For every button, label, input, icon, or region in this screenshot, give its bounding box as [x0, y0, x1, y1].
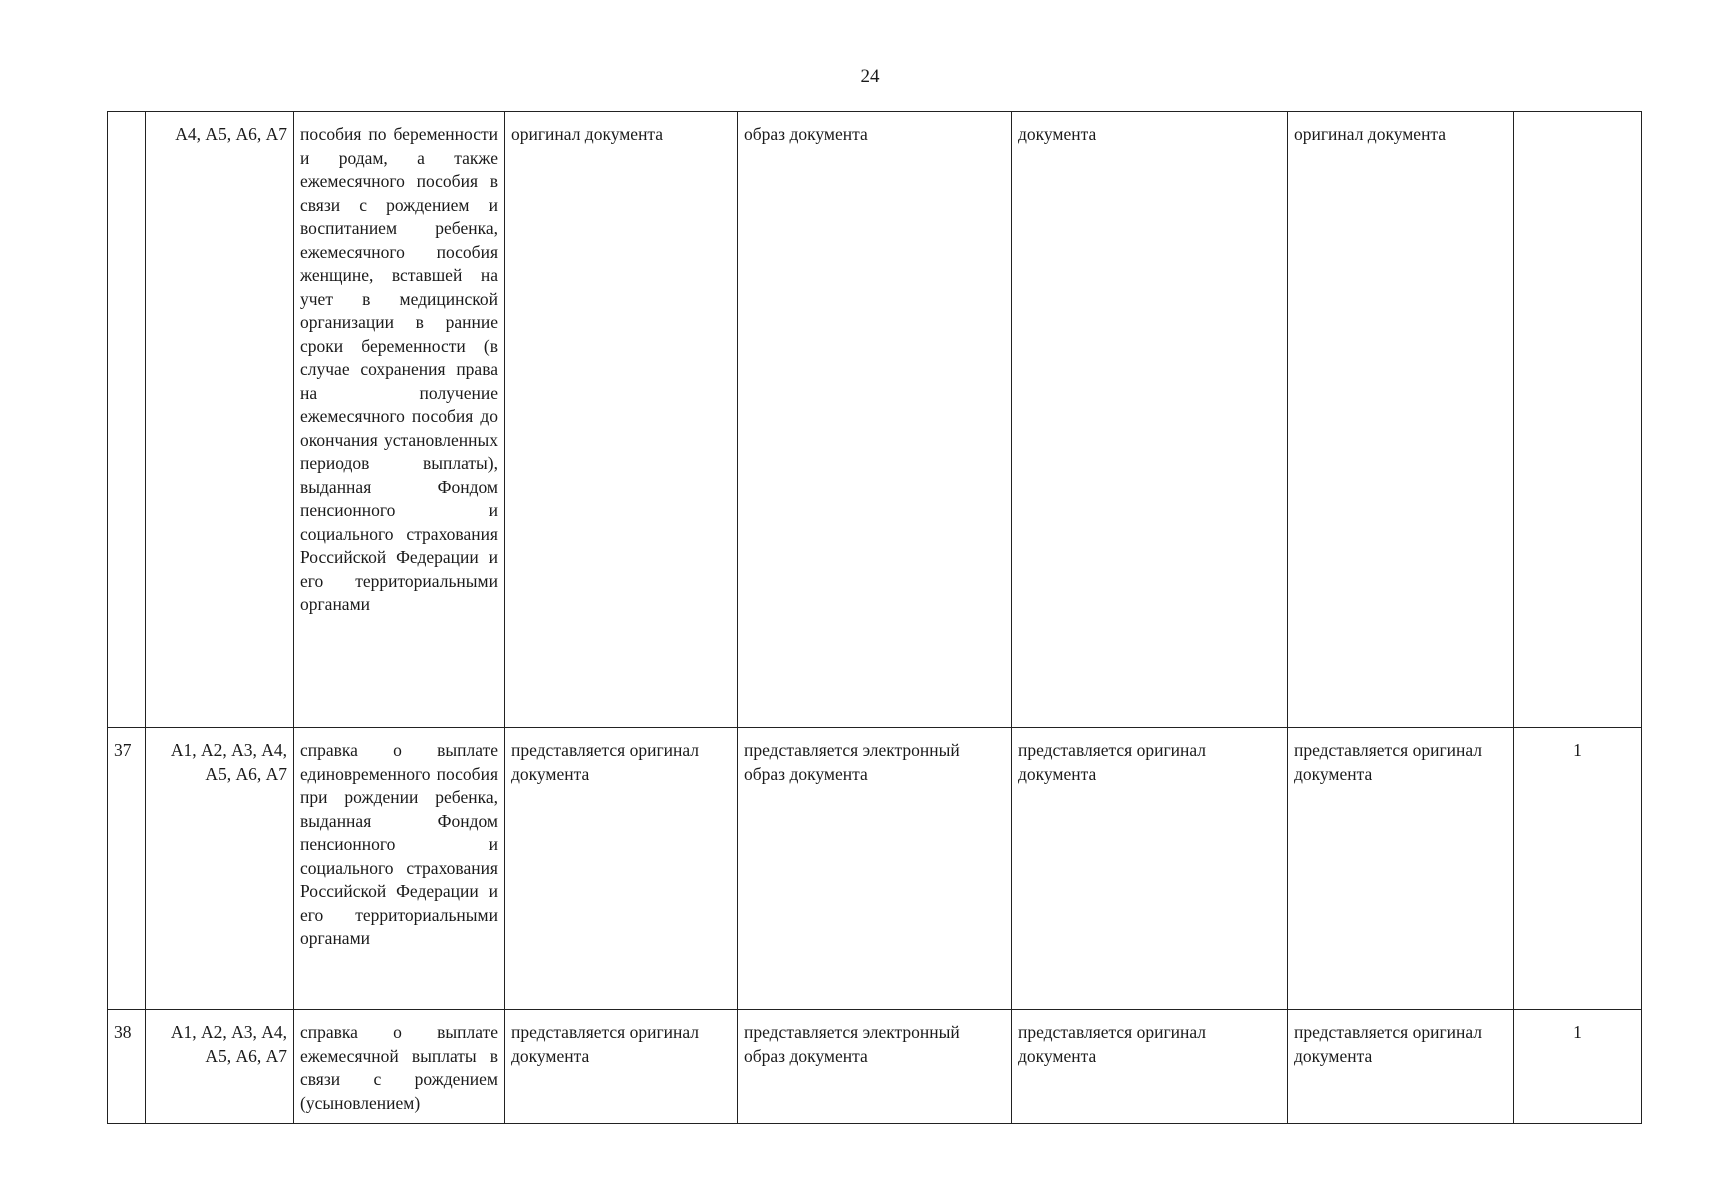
applicant-categories: А1, А2, А3, А4, А5, А6, А7 [146, 1010, 294, 1124]
mfc-mode-cell: документа [1012, 112, 1288, 728]
electronic-mode-cell: представляется электронный образ документа [738, 728, 1012, 1010]
documents-table [107, 111, 1642, 1124]
applicant-categories: А1, А2, А3, А4, А5, А6, А7 [146, 728, 294, 1010]
postal-mode-cell: представляется оригинал документа [1288, 1010, 1514, 1124]
document-description: пособия по беременности и родам, а также ежемесячного пособия в связи с рождением и воспитанием ребенка, ежемесячного пособия женщине, вставшей на учет в медицинской организации в ранние сроки беременности (в случае сохранения права на получение ежемесячного пособия до окончания установленных периодов выплаты), выданная Фондом пенсионного и социального страхования Российской Федерации и его территориальными органами [294, 112, 505, 728]
table-row [108, 1010, 1642, 1124]
count-cell [1514, 112, 1642, 728]
electronic-mode-cell: представляется электронный образ документа [738, 1010, 1012, 1124]
submission-mode-cell: представляется оригинал документа [505, 1010, 738, 1124]
count-cell: 1 [1514, 728, 1642, 1010]
postal-mode-cell: представляется оригинал документа [1288, 728, 1514, 1010]
table-row [108, 112, 1642, 728]
electronic-mode-cell: образ документа [738, 112, 1012, 728]
row-number: 37 [108, 728, 146, 1010]
row-number [108, 112, 146, 728]
table-row [108, 728, 1642, 1010]
mfc-mode-cell: представляется оригинал документа [1012, 728, 1288, 1010]
row-number: 38 [108, 1010, 146, 1124]
postal-mode-cell: оригинал документа [1288, 112, 1514, 728]
submission-mode-cell: оригинал документа [505, 112, 738, 728]
document-description: справка о выплате ежемесячной выплаты в связи с рождением (усыновлением) [294, 1010, 505, 1124]
document-description: справка о выплате единовременного пособия при рождении ребенка, выданная Фондом пенсионного и социального страхования Российской Федерации и его территориальными органами [294, 728, 505, 1010]
submission-mode-cell: представляется оригинал документа [505, 728, 738, 1010]
count-cell: 1 [1514, 1010, 1642, 1124]
mfc-mode-cell: представляется оригинал документа [1012, 1010, 1288, 1124]
applicant-categories: А4, А5, А6, А7 [146, 112, 294, 728]
page-number: 24 [860, 66, 880, 87]
